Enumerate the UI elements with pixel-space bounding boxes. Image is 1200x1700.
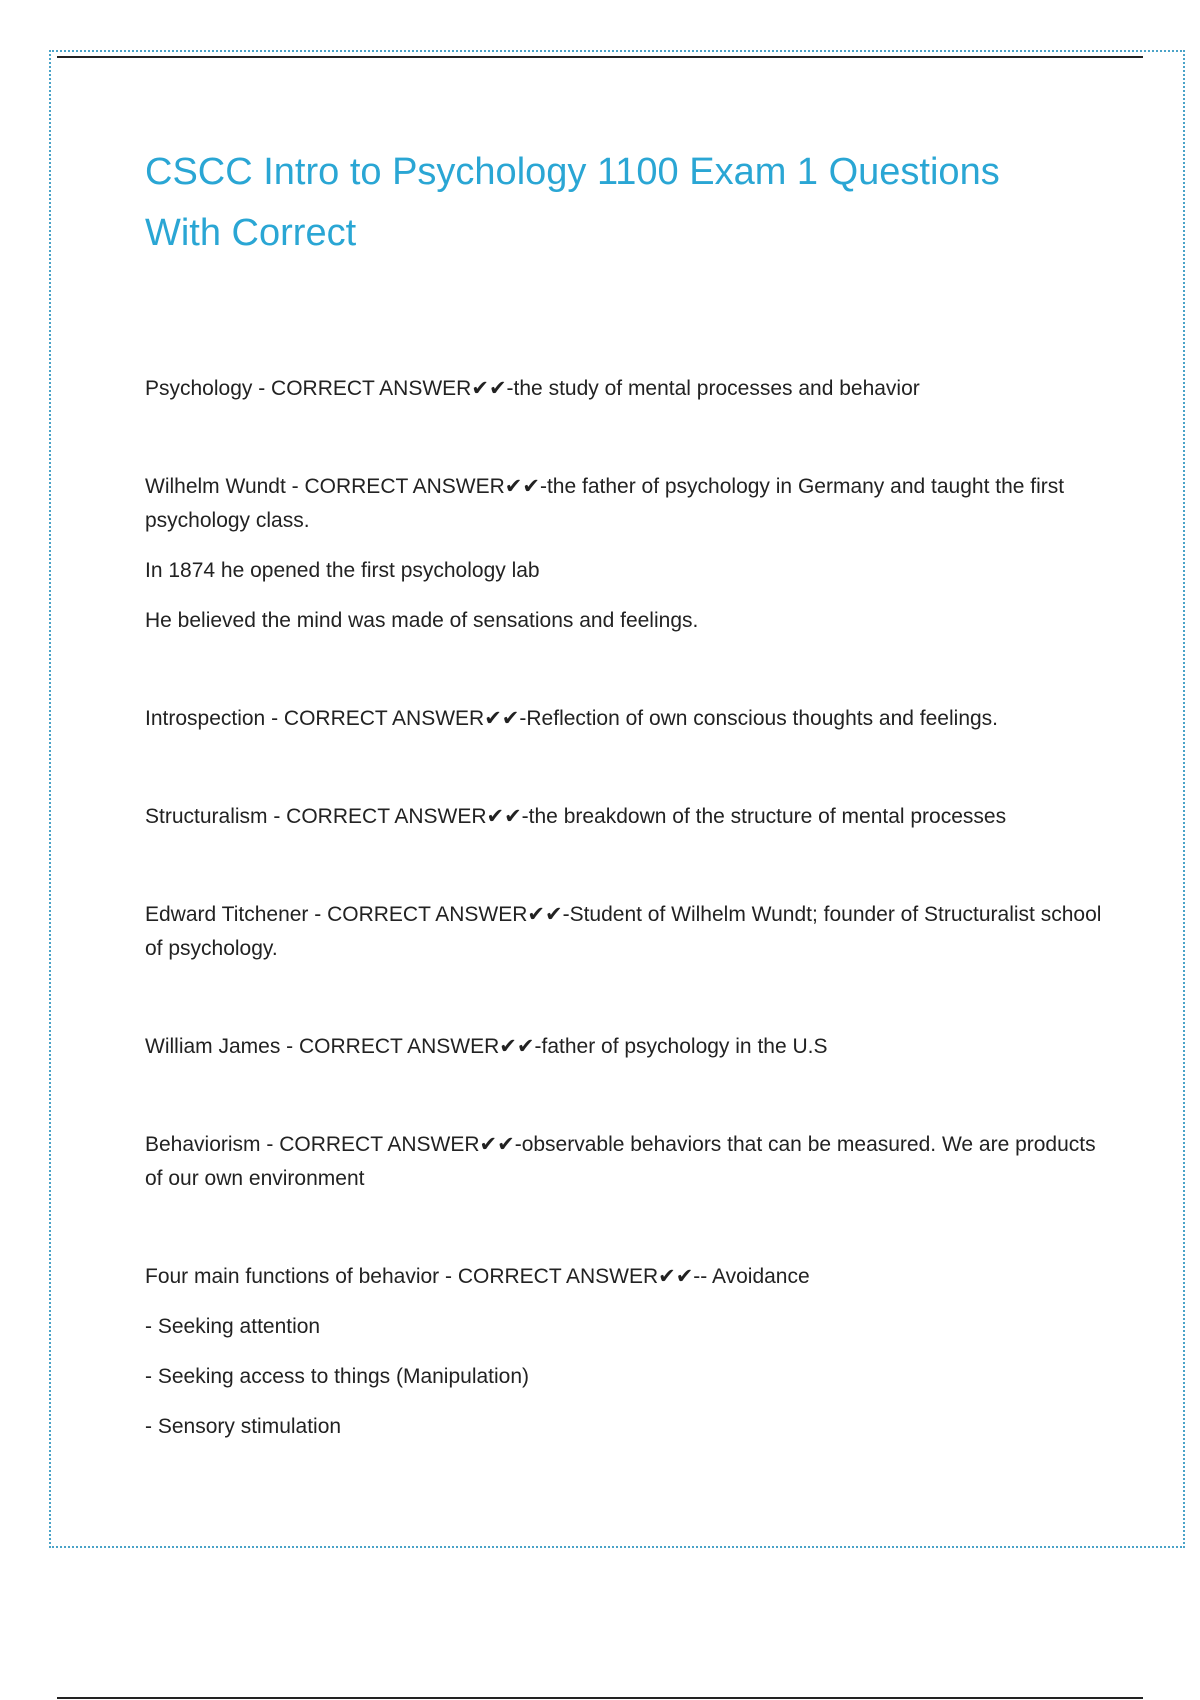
qa-line: Wilhelm Wundt - CORRECT ANSWER✔✔-the father of psychology in Germany and taught the first psychology class. bbox=[145, 475, 1065, 532]
qa-entry-william-james bbox=[145, 1030, 1105, 1064]
qa-entry-functions-of-behavior bbox=[145, 1260, 1105, 1444]
qa-line: Behaviorism - CORRECT ANSWER✔✔-observable behaviors that can be measured. We are products of our own environment bbox=[145, 1133, 1096, 1190]
qa-line: Psychology - CORRECT ANSWER✔✔-the study of mental processes and behavior bbox=[145, 377, 920, 400]
bottom-rule bbox=[57, 1697, 1143, 1699]
qa-entry-psychology bbox=[145, 372, 1105, 406]
qa-line: Four main functions of behavior - CORRECT ANSWER✔✔-- Avoidance bbox=[145, 1265, 810, 1288]
qa-entry-structuralism bbox=[145, 800, 1105, 834]
document-content bbox=[145, 142, 1105, 1444]
qa-entry-edward-titchener bbox=[145, 898, 1105, 966]
qa-line: Edward Titchener - CORRECT ANSWER✔✔-Student of Wilhelm Wundt; founder of Structuralist school of psychology. bbox=[145, 903, 1102, 960]
qa-line: In 1874 he opened the first psychology lab bbox=[145, 559, 540, 582]
qa-line: Structuralism - CORRECT ANSWER✔✔-the breakdown of the structure of mental processes bbox=[145, 805, 1007, 828]
qa-line: He believed the mind was made of sensations and feelings. bbox=[145, 609, 699, 632]
qa-entry-behaviorism bbox=[145, 1128, 1105, 1196]
qa-entry-wilhelm-wundt bbox=[145, 470, 1105, 638]
qa-line: - Seeking attention bbox=[145, 1315, 321, 1338]
qa-line: - Sensory stimulation bbox=[145, 1415, 342, 1438]
qa-line: - Seeking access to things (Manipulation) bbox=[145, 1365, 530, 1388]
qa-line: Introspection - CORRECT ANSWER✔✔-Reflection of own conscious thoughts and feelings. bbox=[145, 707, 999, 730]
qa-line: William James - CORRECT ANSWER✔✔-father of psychology in the U.S bbox=[145, 1035, 828, 1058]
document-title: CSCC Intro to Psychology 1100 Exam 1 Questions With Correct bbox=[145, 151, 1000, 254]
qa-entry-introspection bbox=[145, 702, 1105, 736]
